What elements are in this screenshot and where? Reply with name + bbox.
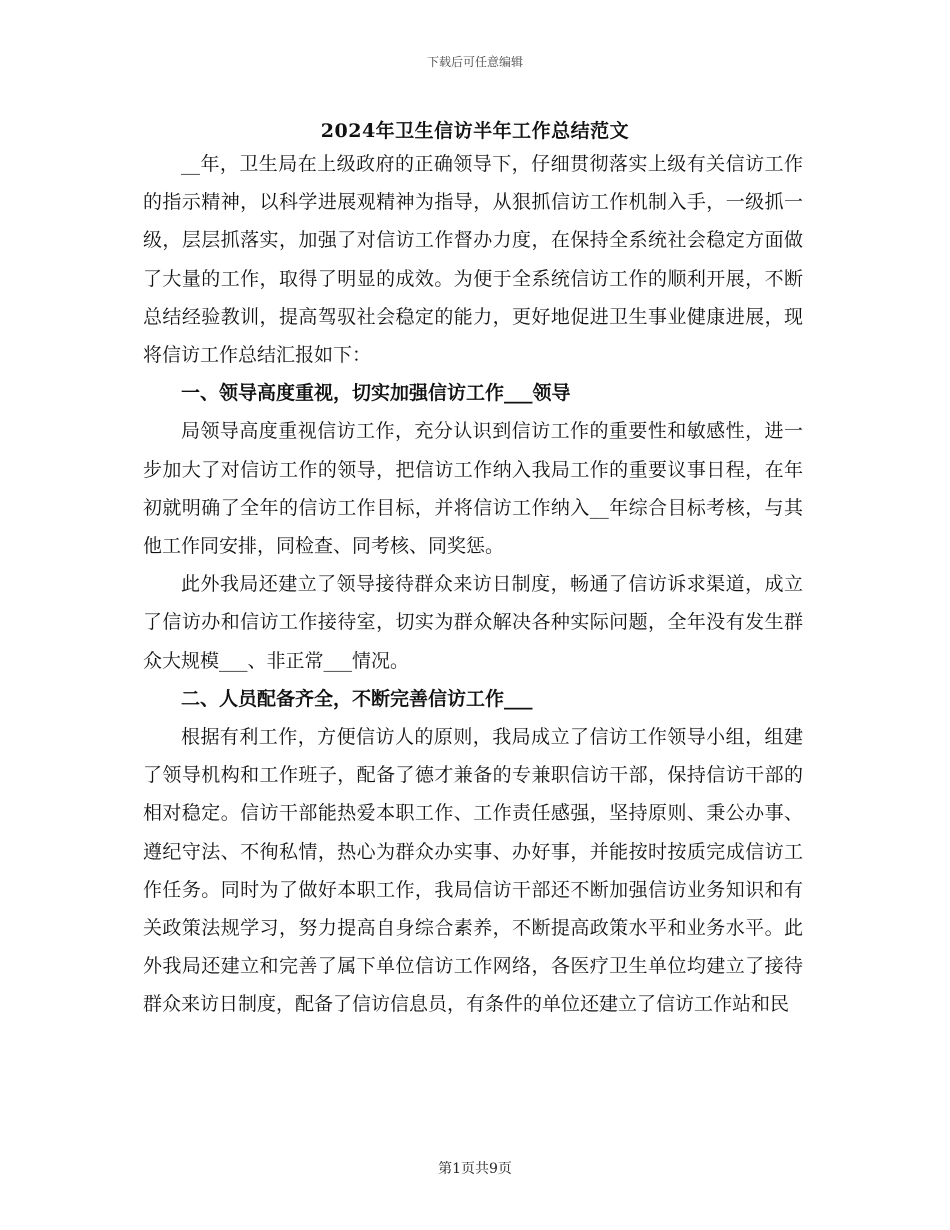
section-1-heading: 一、领导高度重视，切实加强信访工作___领导 [181,382,571,405]
page-number: 第1页共9页 [438,1161,512,1177]
document-title: 2024年卫生信访半年工作总结范文 [320,120,630,142]
section-1-paragraph-2: 此外我局还建立了领导接待群众来访日制度，畅通了信访诉求渠道，成立了信访办和信访工作接待室，切实为群众解决各种实际问题，全年没有发生群众大规模___、非正常___情况。 [143,573,803,672]
header-note: 下载后可任意编辑 [426,55,523,69]
section-2-paragraph-1: 根据有利工作，方便信访人的原则，我局成立了信访工作领导小组，组建了领导机构和工作班子，配备了德才兼备的专兼职信访干部，保持信访干部的相对稳定。信访干部能热爱本职工作、工作责任感强，坚持原则、秉公办事、遵纪守法、不徇私情，热心为群众办实事、办好事，并能按时按质完成信访工作任务。同时为了做好本职工作，我局信访干部还不断加强信访业务知识和有关政策法规学习，努力提高自身综合素养，不断提高政策水平和业务水平。此外我局还建立和完善了属下单位信访工作网络，各医疗卫生单位均建立了接待群众来访日制度，配备了信访信息员，有条件的单位还建立了信访工作站和民 [143,726,803,1016]
document-body [143,145,803,1024]
intro-paragraph: __年，卫生局在上级政府的正确领导下，仔细贯彻落实上级有关信访工作的指示精神，以科学进展观精神为指导，从狠抓信访工作机制入手，一级抓一级，层层抓落实，加强了对信访工作督办力度，在保持全系统社会稳定方面做了大量的工作，取得了明显的成效。为便于全系统信访工作的顺利开展，不断总结经验教训，提高驾驭社会稳定的能力，更好地促进卫生事业健康进展，现将信访工作总结汇报如下： [143,153,803,367]
section-1-paragraph-1: 局领导高度重视信访工作，充分认识到信访工作的重要性和敏感性，进一步加大了对信访工作的领导，把信访工作纳入我局工作的重要议事日程，在年初就明确了全年的信访工作目标，并将信访工作纳入__年综合目标考核，与其他工作同安排，同检查、同考核、同奖惩。 [143,420,803,558]
section-2-heading: 二、人员配备齐全，不断完善信访工作___ [181,687,533,710]
